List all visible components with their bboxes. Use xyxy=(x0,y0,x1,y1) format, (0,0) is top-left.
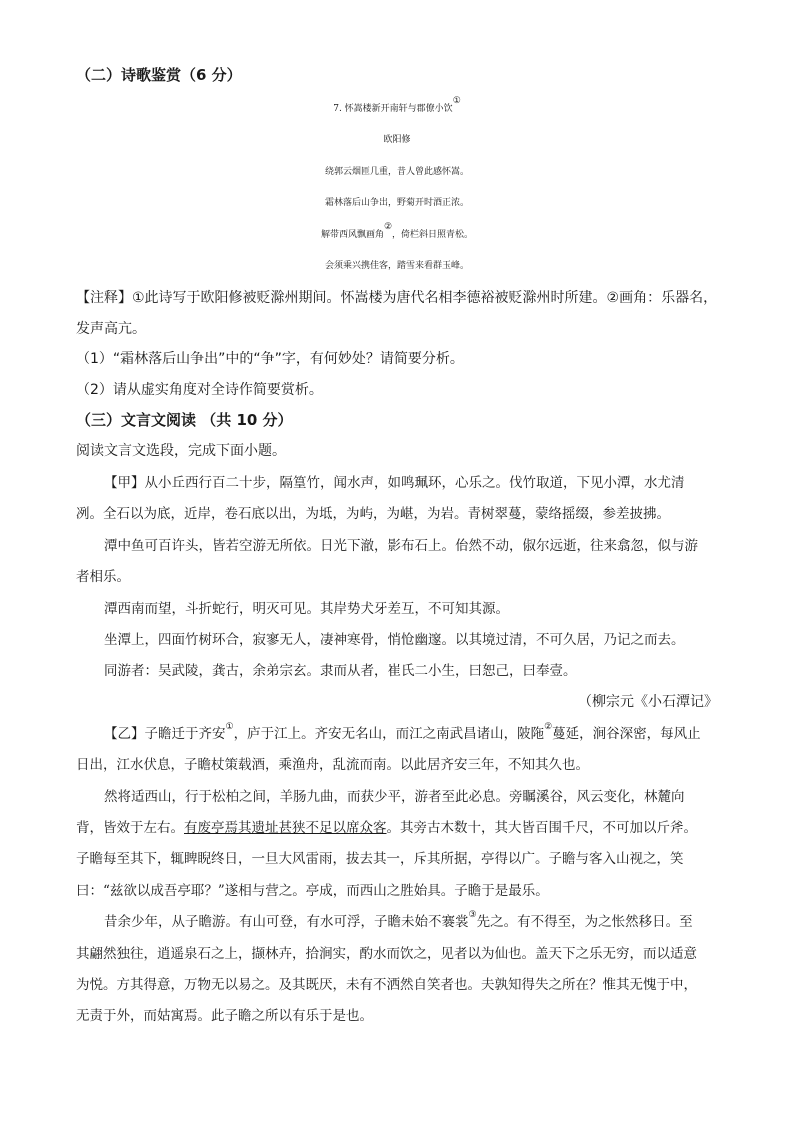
footnote-marker: ③ xyxy=(468,909,477,920)
passage-yi-line: 子瞻每至其下，辄睥睨终日，一旦大风雷雨，拔去其一，斥其所据，亭得以广。子瞻与客入山视之，笑 xyxy=(76,851,684,867)
passage-jia-line: 坐潭上，四面竹树环合，寂寥无人，凄神寒骨，悄怆幽邃。以其境过清，不可久居，乃记之而去。 xyxy=(104,632,685,648)
passage-yi-line: 背，皆效于左右。有废亭焉其遗址甚狭不足以席众客。其旁古木数十，其大皆百围千尺，不可加以斤斧。 xyxy=(76,820,697,836)
question-2: （2）请从虚实角度对全诗作简要赏析。 xyxy=(76,382,323,398)
poem-line: 会须乘兴携佳客，踏雪来看群玉峰。 xyxy=(324,261,469,271)
passage-yi-line: 然将适西山，行于松柏之间，羊肠九曲，而获少平，游者至此必息。旁瞩溪谷，风云变化，林麓向 xyxy=(104,789,685,805)
passage-jia-line: 同游者：吴武陵，龚古，余弟宗玄。隶而从者，崔氏二小生，曰恕己，曰奉壹。 xyxy=(104,663,577,679)
reading-instruction: 阅读文言文选段，完成下面小题。 xyxy=(76,443,286,459)
passage-jia-line: 潭中鱼可百许头，皆若空游无所依。日光下澈，影布石上。佁然不动，俶尔远逝，往来翕忽，似与游 xyxy=(104,538,698,554)
passage-jia-line: 冽。全石以为底，近岸，卷石底以出，为坻，为屿，为嵁，为岩。青树翠蔓，蒙络摇缀，参差披拂。 xyxy=(76,506,670,522)
annotation-text: 【注释】①此诗写于欧阳修被贬滁州期间。怀嵩楼为唐代名相李德裕被贬滁州时所建。②画角：乐器名， xyxy=(76,290,718,306)
passage-yi-line: 【乙】子瞻迁于齐安①，庐于江上。齐安无名山，而江之南武昌诸山，陂陁②蔓延，涧谷深密，每风止 xyxy=(104,721,701,742)
question-1: （1）“霜林落后山争出”中的“争”字，有何妙处？请简要分析。 xyxy=(76,351,464,367)
underlined-sentence: 有废亭焉其遗址甚狭不足以席众客 xyxy=(184,820,387,836)
passage-yi-line: 日出，江水伏息，子瞻杖策载酒，乘渔舟，乱流而南。以此居齐安三年，不知其久也。 xyxy=(76,757,589,773)
poem-line: 解带西风飘画角②，倚栏斜日照青松。 xyxy=(320,222,474,240)
poem-line: 霜林落后山争出，野菊开时酒正浓。 xyxy=(324,198,469,208)
passage-yi-line: 昔余少年，从子瞻游。有山可登，有水可浮，子瞻未始不褰裳③先之。有不得至，为之怅然移日。至 xyxy=(104,909,693,930)
passage-yi-line: 为悦。方其得意，万物无以易之。及其既厌，未有不洒然自笑者也。夫孰知得失之所在？惟其无愧于中， xyxy=(76,977,697,993)
passage-source: （柳宗元《小石潭记》 xyxy=(578,694,718,710)
footnote-marker: ② xyxy=(383,222,393,232)
section-heading-classical: （三）文言文阅读 （共 10 分） xyxy=(76,411,293,429)
annotation-text: 发声高亢。 xyxy=(76,321,146,337)
section-heading-poetry: （二）诗歌鉴赏（6 分） xyxy=(76,66,242,84)
passage-yi-line: 无责于外，而姑寓焉。此子瞻之所以有乐于是也。 xyxy=(76,1008,373,1024)
passage-yi-line: 其翩然独往，逍遥泉石之上，撷林卉，拾涧实，酌水而饮之，见者以为仙也。盖天下之乐无穷，而以适意 xyxy=(76,946,697,962)
footnote-marker: ① xyxy=(452,96,461,106)
poem-author: 欧阳修 xyxy=(383,135,411,145)
passage-yi-line: 曰：“兹欲以成吾亭耶？”遂相与营之。亭成，而西山之胜始具。子瞻于是最乐。 xyxy=(76,883,549,899)
passage-jia-line: 者相乐。 xyxy=(76,569,130,585)
poem-title: 7. 怀嵩楼新开南轩与郡僚小饮① xyxy=(333,96,461,114)
footnote-marker: ① xyxy=(225,721,234,732)
passage-jia-line: 【甲】从小丘西行百二十步，隔篁竹，闻水声，如鸣珮环，心乐之。伐竹取道，下见小潭，水尤清 xyxy=(104,475,685,491)
passage-jia-line: 潭西南而望，斗折蛇行，明灭可见。其岸势犬牙差互，不可知其源。 xyxy=(104,601,509,617)
poem-line: 绕郭云烟匝几重，昔人曾此感怀嵩。 xyxy=(324,167,469,177)
footnote-marker: ② xyxy=(544,721,553,732)
